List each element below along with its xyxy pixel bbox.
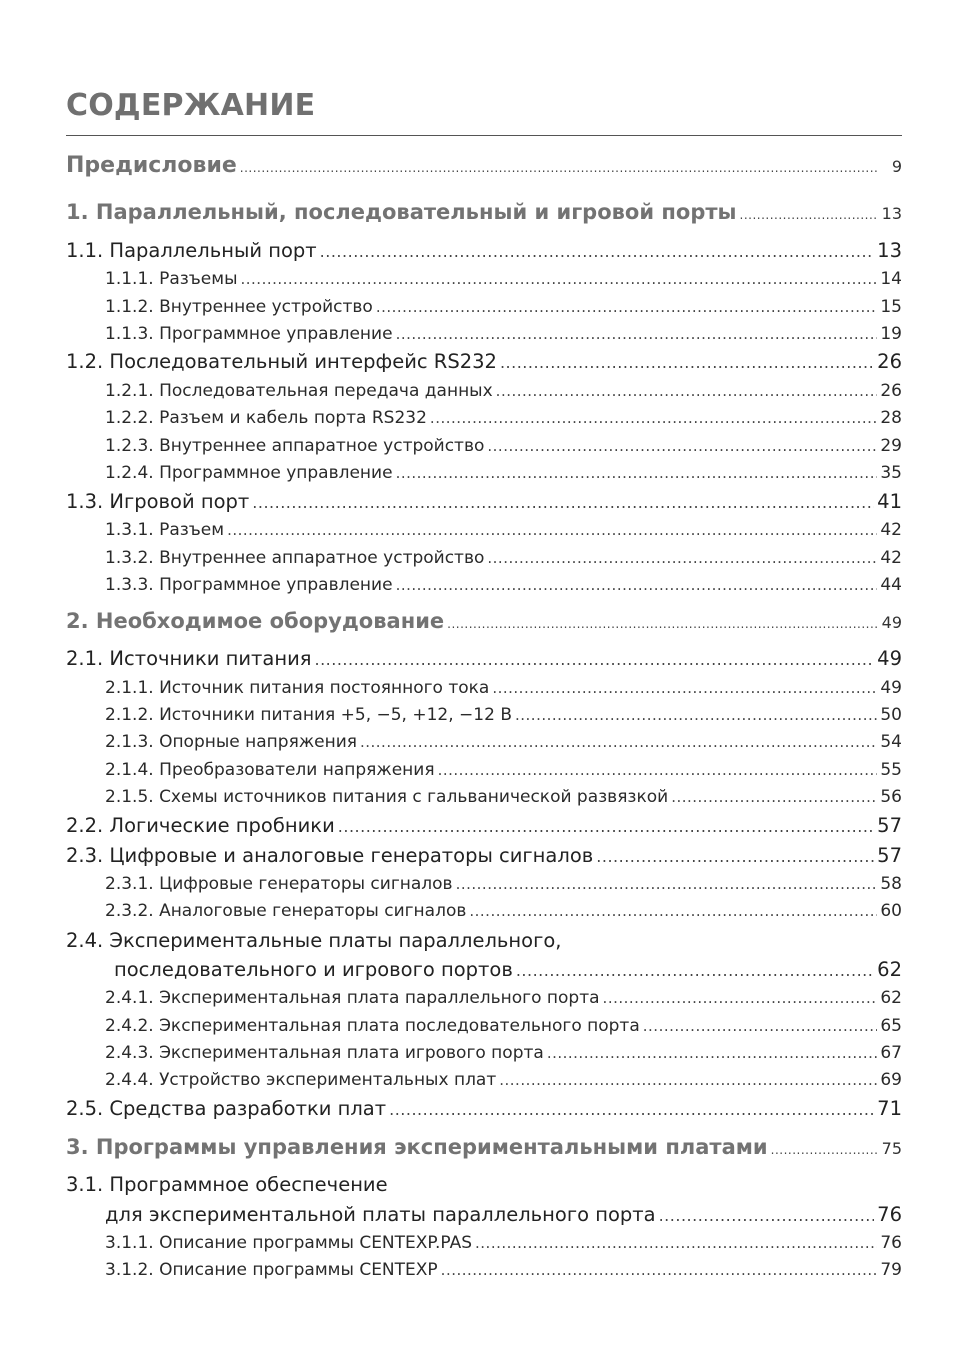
- leader-dots: [547, 1044, 877, 1062]
- leader-dots: [456, 875, 877, 893]
- toc-page-number: 49: [881, 613, 902, 632]
- leader-dots: [438, 761, 877, 779]
- leader-dots: [360, 733, 877, 751]
- toc-page-number: 13: [877, 239, 902, 262]
- toc-entry-label: 2.3.2. Аналоговые генераторы сигналов: [105, 901, 467, 921]
- toc-entry-label: 2.1.5. Схемы источников питания с гальванической развязкой: [105, 787, 669, 807]
- toc-entry-label: 2.1. Источники питания: [66, 647, 312, 670]
- leader-dots: [314, 650, 874, 669]
- toc-entry-label: 1.2. Последовательный интерфейс RS232: [66, 350, 497, 373]
- leader-dots: [338, 817, 874, 836]
- toc-entry-label: 2.3. Цифровые и аналоговые генераторы сигналов: [66, 844, 594, 867]
- toc-entry-2-3-1[interactable]: [105, 874, 902, 894]
- toc-entry-section-2-5[interactable]: [66, 1097, 902, 1120]
- toc-entry-label: 1.3. Игровой порт: [66, 490, 250, 513]
- toc-page-number: 71: [877, 1097, 902, 1120]
- toc-entry-section-1-3[interactable]: [66, 490, 902, 513]
- toc-entry-section-3-1-line1: 3.1. Программное обеспечение: [66, 1173, 388, 1196]
- toc-entry-1-1-3[interactable]: [105, 324, 902, 344]
- leader-dots: [475, 1234, 877, 1252]
- toc-page-number: 29: [880, 436, 902, 456]
- toc-entry-label: 2.1.2. Источники питания +5, −5, +12, −12 В: [105, 705, 512, 725]
- toc-entry-label: 1.2.1. Последовательная передача данных: [105, 381, 493, 401]
- toc-entry-section-3-1[interactable]: [105, 1203, 902, 1226]
- toc-page-number: 13: [881, 204, 902, 223]
- toc-page-number: 62: [877, 958, 902, 981]
- toc-page-number: 76: [877, 1203, 902, 1226]
- toc-page-number: 60: [880, 901, 902, 921]
- leader-dots: [771, 1143, 877, 1157]
- toc-entry-3-1-1[interactable]: [105, 1233, 902, 1253]
- toc-entry-label: 1.1.1. Разъемы: [105, 269, 238, 289]
- leader-dots: [441, 1261, 877, 1279]
- leader-dots: [500, 353, 874, 372]
- page-title: СОДЕРЖАНИЕ: [66, 88, 316, 123]
- toc-entry-1-3-3[interactable]: [105, 575, 902, 595]
- toc-page-number: 15: [880, 297, 902, 317]
- toc-entry-label: 1.1.3. Программное управление: [105, 324, 393, 344]
- toc-entry-label: 1. Параллельный, последовательный и игровой порты: [66, 200, 737, 224]
- toc-entry-label: 1.2.3. Внутреннее аппаратное устройство: [105, 436, 485, 456]
- toc-page-number: 50: [880, 705, 902, 725]
- toc-entry-2-1-1[interactable]: [105, 678, 902, 698]
- toc-entry-section-2-3[interactable]: [66, 844, 902, 867]
- toc-entry-2-3-2[interactable]: [105, 901, 902, 921]
- toc-page-number: 49: [877, 647, 902, 670]
- toc-page-number: 79: [880, 1260, 902, 1280]
- toc-page-number: 58: [880, 874, 902, 894]
- toc-entry-label: 1.2.2. Разъем и кабель порта RS232: [105, 408, 427, 428]
- leader-dots: [252, 493, 874, 512]
- toc-page-number: 54: [880, 732, 902, 752]
- leader-dots: [487, 549, 877, 567]
- toc-entry-section-1-2[interactable]: [66, 350, 902, 373]
- leader-dots: [643, 1017, 877, 1035]
- title-divider: [66, 135, 902, 136]
- toc-page-number: 44: [880, 575, 902, 595]
- toc-page-number: 49: [880, 678, 902, 698]
- toc-entry-label: 1.3.1. Разъем: [105, 520, 225, 540]
- toc-entry-label: для экспериментальной платы параллельного порта: [105, 1203, 656, 1226]
- toc-entry-label: последовательного и игрового портов: [114, 958, 513, 981]
- leader-dots: [389, 1100, 874, 1119]
- toc-entry-3-1-2[interactable]: [105, 1260, 902, 1280]
- leader-dots: [516, 961, 874, 980]
- toc-entry-2-1-5[interactable]: [105, 787, 902, 807]
- toc-entry-1-1-2[interactable]: [105, 297, 902, 317]
- toc-entry-1-2-4[interactable]: [105, 463, 902, 483]
- toc-page-number: 75: [881, 1139, 902, 1158]
- toc-page-number: 55: [880, 760, 902, 780]
- toc-entry-2-4-4[interactable]: [105, 1070, 902, 1090]
- toc-entry-1-1-1[interactable]: [105, 269, 902, 289]
- toc-entry-label: 3.1.1. Описание программы CENTEXP.PAS: [105, 1233, 473, 1253]
- leader-dots: [396, 325, 877, 343]
- toc-entry-label: 2.4.1. Экспериментальная плата параллельного порта: [105, 988, 600, 1008]
- toc-entry-preface[interactable]: [66, 153, 902, 178]
- leader-dots: [515, 706, 877, 724]
- leader-dots: [496, 382, 877, 400]
- toc-page-number: 9: [891, 157, 902, 176]
- toc-page-number: 57: [877, 814, 902, 837]
- toc-entry-2-4-3[interactable]: [105, 1043, 902, 1063]
- toc-entry-label: 2.4.2. Экспериментальная плата последовательного порта: [105, 1016, 640, 1036]
- toc-entry-label: 2.1.3. Опорные напряжения: [105, 732, 357, 752]
- leader-dots: [487, 437, 877, 455]
- toc-entry-label: 2.5. Средства разработки плат: [66, 1097, 387, 1120]
- toc-page-number: 41: [877, 490, 902, 513]
- leader-dots: [671, 788, 877, 806]
- toc-page-number: 57: [877, 844, 902, 867]
- toc-page-number: 69: [880, 1070, 902, 1090]
- leader-dots: [596, 847, 874, 866]
- toc-page-number: 14: [880, 269, 902, 289]
- toc-entry-2-1-2[interactable]: [105, 705, 902, 725]
- leader-dots: [396, 576, 877, 594]
- toc-entry-label: 2.4.3. Экспериментальная плата игрового порта: [105, 1043, 544, 1063]
- toc-entry-chapter-1[interactable]: [66, 200, 902, 224]
- toc-page-number: 26: [877, 350, 902, 373]
- toc-entry-section-2-4-line1: 2.4. Экспериментальные платы параллельного,: [66, 929, 562, 952]
- toc-entry-chapter-3[interactable]: [66, 1135, 902, 1159]
- leader-dots: [469, 902, 877, 920]
- toc-page-number: 62: [880, 988, 902, 1008]
- toc-page-number: 35: [880, 463, 902, 483]
- leader-dots: [499, 1071, 877, 1089]
- toc-page-number: 42: [880, 548, 902, 568]
- toc-entry-label: Предисловие: [66, 153, 237, 178]
- toc-entry-section-1-1[interactable]: [66, 239, 902, 262]
- toc-entry-label: 2.2. Логические пробники: [66, 814, 335, 837]
- leader-dots: [430, 409, 877, 427]
- toc-entry-2-4-1[interactable]: [105, 988, 902, 1008]
- toc-entry-label: 1.3.3. Программное управление: [105, 575, 393, 595]
- leader-dots: [659, 1206, 875, 1225]
- toc-entry-label: 1.3.2. Внутреннее аппаратное устройство: [105, 548, 485, 568]
- toc-entry-chapter-2[interactable]: [66, 609, 902, 633]
- toc-entry-label: 2.3.1. Цифровые генераторы сигналов: [105, 874, 453, 894]
- toc-page-number: 56: [880, 787, 902, 807]
- toc-entry-section-2-2[interactable]: [66, 814, 902, 837]
- toc-page-number: 67: [880, 1043, 902, 1063]
- leader-dots: [376, 298, 877, 316]
- leader-dots: [227, 521, 877, 539]
- toc-page-number: 19: [880, 324, 902, 344]
- toc-entry-label: 1.1. Параллельный порт: [66, 239, 317, 262]
- toc-entry-label: 1.1.2. Внутреннее устройство: [105, 297, 373, 317]
- toc-entry-1-3-1[interactable]: [105, 520, 902, 540]
- toc-page-number: 42: [880, 520, 902, 540]
- toc-entry-section-2-1[interactable]: [66, 647, 902, 670]
- toc-page-number: 65: [880, 1016, 902, 1036]
- toc-entry-2-1-3[interactable]: [105, 732, 902, 752]
- toc-entry-1-3-2[interactable]: [105, 548, 902, 568]
- leader-dots: [492, 679, 877, 697]
- leader-dots: [396, 464, 877, 482]
- toc-entry-label: 3. Программы управления экспериментальными платами: [66, 1135, 768, 1159]
- toc-entry-1-2-3[interactable]: [105, 436, 902, 456]
- toc-page-number: 26: [880, 381, 902, 401]
- leader-dots: [603, 989, 877, 1007]
- toc-entry-2-1-4[interactable]: [105, 760, 902, 780]
- toc-entry-label: 1.2.4. Программное управление: [105, 463, 393, 483]
- toc-entry-section-2-4[interactable]: [114, 958, 902, 981]
- toc-page-number: 28: [880, 408, 902, 428]
- leader-dots: [240, 161, 877, 175]
- toc-page-number: 76: [880, 1233, 902, 1253]
- toc-entry-1-2-2[interactable]: [105, 408, 902, 428]
- leader-dots: [447, 617, 877, 631]
- toc-entry-1-2-1[interactable]: [105, 381, 902, 401]
- toc-entry-label: 3.1.2. Описание программы CENTEXP: [105, 1260, 438, 1280]
- toc-entry-label: 2.1.1. Источник питания постоянного тока: [105, 678, 490, 698]
- toc-entry-label: 2. Необходимое оборудование: [66, 609, 445, 633]
- leader-dots: [740, 208, 877, 222]
- leader-dots: [241, 270, 878, 288]
- toc-entry-2-4-2[interactable]: [105, 1016, 902, 1036]
- leader-dots: [320, 242, 875, 261]
- toc-entry-label: 2.1.4. Преобразователи напряжения: [105, 760, 435, 780]
- toc-entry-label: 2.4.4. Устройство экспериментальных плат: [105, 1070, 497, 1090]
